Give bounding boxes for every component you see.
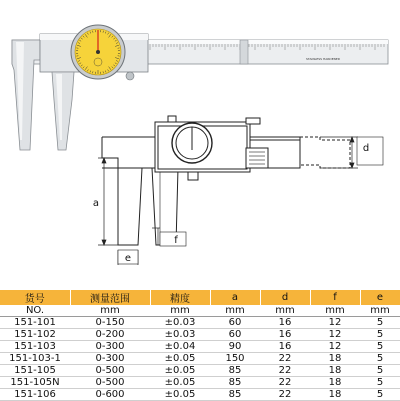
table-cell: 85 [210,377,260,389]
table-cell: ±0.05 [150,353,210,365]
unit-cell: mm [260,305,310,317]
table-cell: 22 [260,353,310,365]
unit-cell: mm [310,305,360,317]
table-cell: 90 [210,341,260,353]
table-cell: 5 [360,329,400,341]
table-cell: 22 [260,377,310,389]
units-row [0,305,400,317]
table-row [0,329,400,341]
header-d: d [260,290,310,305]
header-model-no: 货号 [0,290,70,305]
table-row [0,353,400,365]
table-cell: 18 [310,389,360,401]
dim-label-d: d [363,143,369,154]
table-cell: ±0.03 [150,329,210,341]
table-cell: 16 [260,341,310,353]
header-accuracy: 精度 [150,290,210,305]
spec-table [0,290,400,401]
table-cell: 5 [360,341,400,353]
table-row [0,389,400,401]
table-row [0,341,400,353]
table-cell: 22 [260,365,310,377]
table-cell: 151-105N [0,377,70,389]
table-cell: 151-103 [0,341,70,353]
table-cell: 5 [360,353,400,365]
unit-cell: NO. [0,305,70,317]
header-a: a [210,290,260,305]
dim-label-f: f [174,235,178,246]
table-cell: 0-600 [70,389,150,401]
header-e: e [360,290,400,305]
table-row [0,377,400,389]
table-row [0,317,400,329]
table-cell: 85 [210,389,260,401]
table-cell: 12 [310,341,360,353]
table-cell: 5 [360,389,400,401]
table-cell: 18 [310,377,360,389]
unit-cell: mm [150,305,210,317]
table-cell: 22 [260,389,310,401]
table-cell: 16 [260,317,310,329]
table-cell: 12 [310,317,360,329]
table-cell: ±0.04 [150,341,210,353]
unit-cell: mm [360,305,400,317]
table-cell: 0-150 [70,317,150,329]
table-cell: 18 [310,365,360,377]
dim-label-a: a [93,198,99,209]
table-cell: 0-500 [70,365,150,377]
table-cell: 151-106 [0,389,70,401]
technical-drawing [102,116,350,245]
table-cell: ±0.05 [150,377,210,389]
table-cell: 151-103-1 [0,353,70,365]
table-cell: 60 [210,317,260,329]
table-cell: 0-300 [70,341,150,353]
header-f: f [310,290,360,305]
table-cell: 5 [360,365,400,377]
table-cell: 60 [210,329,260,341]
dim-label-e: e [125,253,131,264]
table-cell: 151-102 [0,329,70,341]
table-cell: ±0.03 [150,317,210,329]
table-cell: ±0.05 [150,365,210,377]
table-cell: 0-300 [70,353,150,365]
table-cell: ±0.05 [150,389,210,401]
header-range: 测量范围 [70,290,150,305]
table-cell: 12 [310,329,360,341]
table-cell: 0-200 [70,329,150,341]
table-header-row [0,290,400,305]
table-cell: 18 [310,353,360,365]
table-cell: 85 [210,365,260,377]
scale-brand: STAINLESS HARDENED [306,57,341,61]
dial-gauge [71,25,125,79]
table-row [0,365,400,377]
table-cell: 5 [360,317,400,329]
table-cell: 150 [210,353,260,365]
table-cell: 16 [260,329,310,341]
table-cell: 151-101 [0,317,70,329]
table-cell: 5 [360,377,400,389]
unit-cell: mm [70,305,150,317]
table-cell: 151-105 [0,365,70,377]
table-cell: 0-500 [70,377,150,389]
unit-cell: mm [210,305,260,317]
